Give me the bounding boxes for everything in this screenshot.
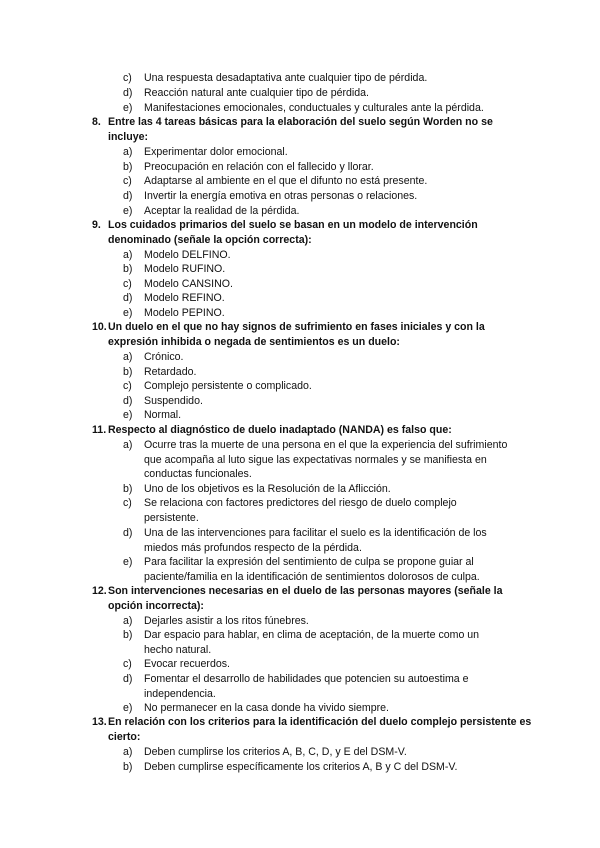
- question-number: 11.: [92, 424, 107, 436]
- option-text: Invertir la energía emotiva en otras personas o relaciones.: [144, 190, 418, 202]
- option-letter: b): [123, 263, 133, 275]
- option-letter: a): [123, 351, 133, 363]
- question-number: 10.: [92, 321, 107, 333]
- option-letter: a): [123, 146, 133, 158]
- option-text: Dejarles asistir a los ritos fúnebres.: [144, 615, 309, 627]
- option-text: Retardado.: [144, 366, 197, 378]
- option-letter: a): [123, 249, 133, 261]
- option-text: Aceptar la realidad de la pérdida.: [144, 205, 300, 217]
- question-number: 13.: [92, 716, 107, 728]
- option-letter: e): [123, 409, 133, 421]
- option-text: Normal.: [144, 409, 182, 421]
- option-letter: e): [123, 307, 133, 319]
- option-text: Modelo PEPINO.: [144, 307, 225, 319]
- option-text: Una de las intervenciones para facilitar el suelo es la identificación de los miedos más profundos respecto de la pérdida.: [144, 527, 487, 554]
- option-text: Uno de los objetivos es la Resolución de la Aflicción.: [144, 483, 391, 495]
- option-letter: a): [123, 439, 133, 451]
- option-letter: e): [123, 702, 133, 714]
- option-letter: d): [123, 292, 133, 304]
- option-letter: a): [123, 615, 133, 627]
- option-letter: b): [123, 366, 133, 378]
- option-text: Modelo CANSINO.: [144, 278, 233, 290]
- option-text: Se relaciona con factores predictores del riesgo de duelo complejo persistente.: [144, 497, 457, 524]
- question-number: 8.: [92, 116, 101, 128]
- question-text: Un duelo en el que no hay signos de sufrimiento en fases iniciales y con la expresión inhibida o negada de sentimientos es un duelo:: [108, 321, 485, 348]
- option-text: Suspendido.: [144, 395, 203, 407]
- option-letter: d): [123, 673, 133, 685]
- option-text: Complejo persistente o complicado.: [144, 380, 312, 392]
- option-text: Manifestaciones emocionales, conductuales y culturales ante la pérdida.: [144, 102, 484, 114]
- question-text: Respecto al diagnóstico de duelo inadaptado (NANDA) es falso que:: [108, 424, 452, 436]
- option-text: Ocurre tras la muerte de una persona en el que la experiencia del sufrimiento que acompaña al luto sigue las expectativas normales y se manifiesta en conductas funcionales.: [144, 439, 508, 481]
- option-letter: c): [123, 175, 132, 187]
- option-text: Experimentar dolor emocional.: [144, 146, 288, 158]
- option-text: Dar espacio para hablar, en clima de aceptación, de la muerte como un hecho natural.: [144, 629, 480, 656]
- option-letter: d): [123, 527, 133, 539]
- option-letter: e): [123, 205, 133, 217]
- option-letter: d): [123, 395, 133, 407]
- question-text: Entre las 4 tareas básicas para la elaboración del suelo según Worden no se incluye:: [108, 116, 493, 143]
- option-letter: b): [123, 629, 133, 641]
- option-letter: a): [123, 746, 133, 758]
- question-number: 9.: [92, 219, 101, 231]
- option-letter: b): [123, 761, 133, 773]
- option-letter: b): [123, 483, 133, 495]
- option-letter: e): [123, 556, 133, 568]
- option-letter: d): [123, 190, 133, 202]
- option-text: Crónico.: [144, 351, 184, 363]
- option-text: Reacción natural ante cualquier tipo de pérdida.: [144, 87, 369, 99]
- option-text: Una respuesta desadaptativa ante cualquier tipo de pérdida.: [144, 72, 428, 84]
- option-text: Evocar recuerdos.: [144, 658, 230, 670]
- option-letter: c): [123, 380, 132, 392]
- question-text: Los cuidados primarios del suelo se basan en un modelo de intervención denominado (señale la opción correcta):: [108, 219, 478, 246]
- option-letter: c): [123, 497, 132, 509]
- option-text: Para facilitar la expresión del sentimiento de culpa se propone guiar al paciente/familia en la identificación de sentimientos dolorosos de culpa.: [144, 556, 480, 583]
- option-letter: c): [123, 658, 132, 670]
- option-letter: e): [123, 102, 133, 114]
- option-letter: b): [123, 161, 133, 173]
- question-number: 12.: [92, 585, 107, 597]
- option-text: No permanecer en la casa donde ha vivido siempre.: [144, 702, 389, 714]
- option-letter: d): [123, 87, 133, 99]
- option-text: Preocupación en relación con el fallecido y llorar.: [144, 161, 374, 173]
- option-text: Adaptarse al ambiente en el que el difunto no está presente.: [144, 175, 428, 187]
- question-text: Son intervenciones necesarias en el duelo de las personas mayores (señale la opción incorrecta):: [108, 585, 503, 612]
- option-text: Modelo DELFINO.: [144, 249, 231, 261]
- option-text: Fomentar el desarrollo de habilidades que potencien su autoestima e independencia.: [144, 673, 469, 700]
- option-text: Deben cumplirse específicamente los criterios A, B y C del DSM-V.: [144, 761, 458, 773]
- option-text: Deben cumplirse los criterios A, B, C, D, y E del DSM-V.: [144, 746, 407, 758]
- option-letter: c): [123, 72, 132, 84]
- option-text: Modelo REFINO.: [144, 292, 225, 304]
- option-text: Modelo RUFINO.: [144, 263, 226, 275]
- question-text: En relación con los criterios para la identificación del duelo complejo persistente es cierto:: [108, 716, 532, 743]
- option-letter: c): [123, 278, 132, 290]
